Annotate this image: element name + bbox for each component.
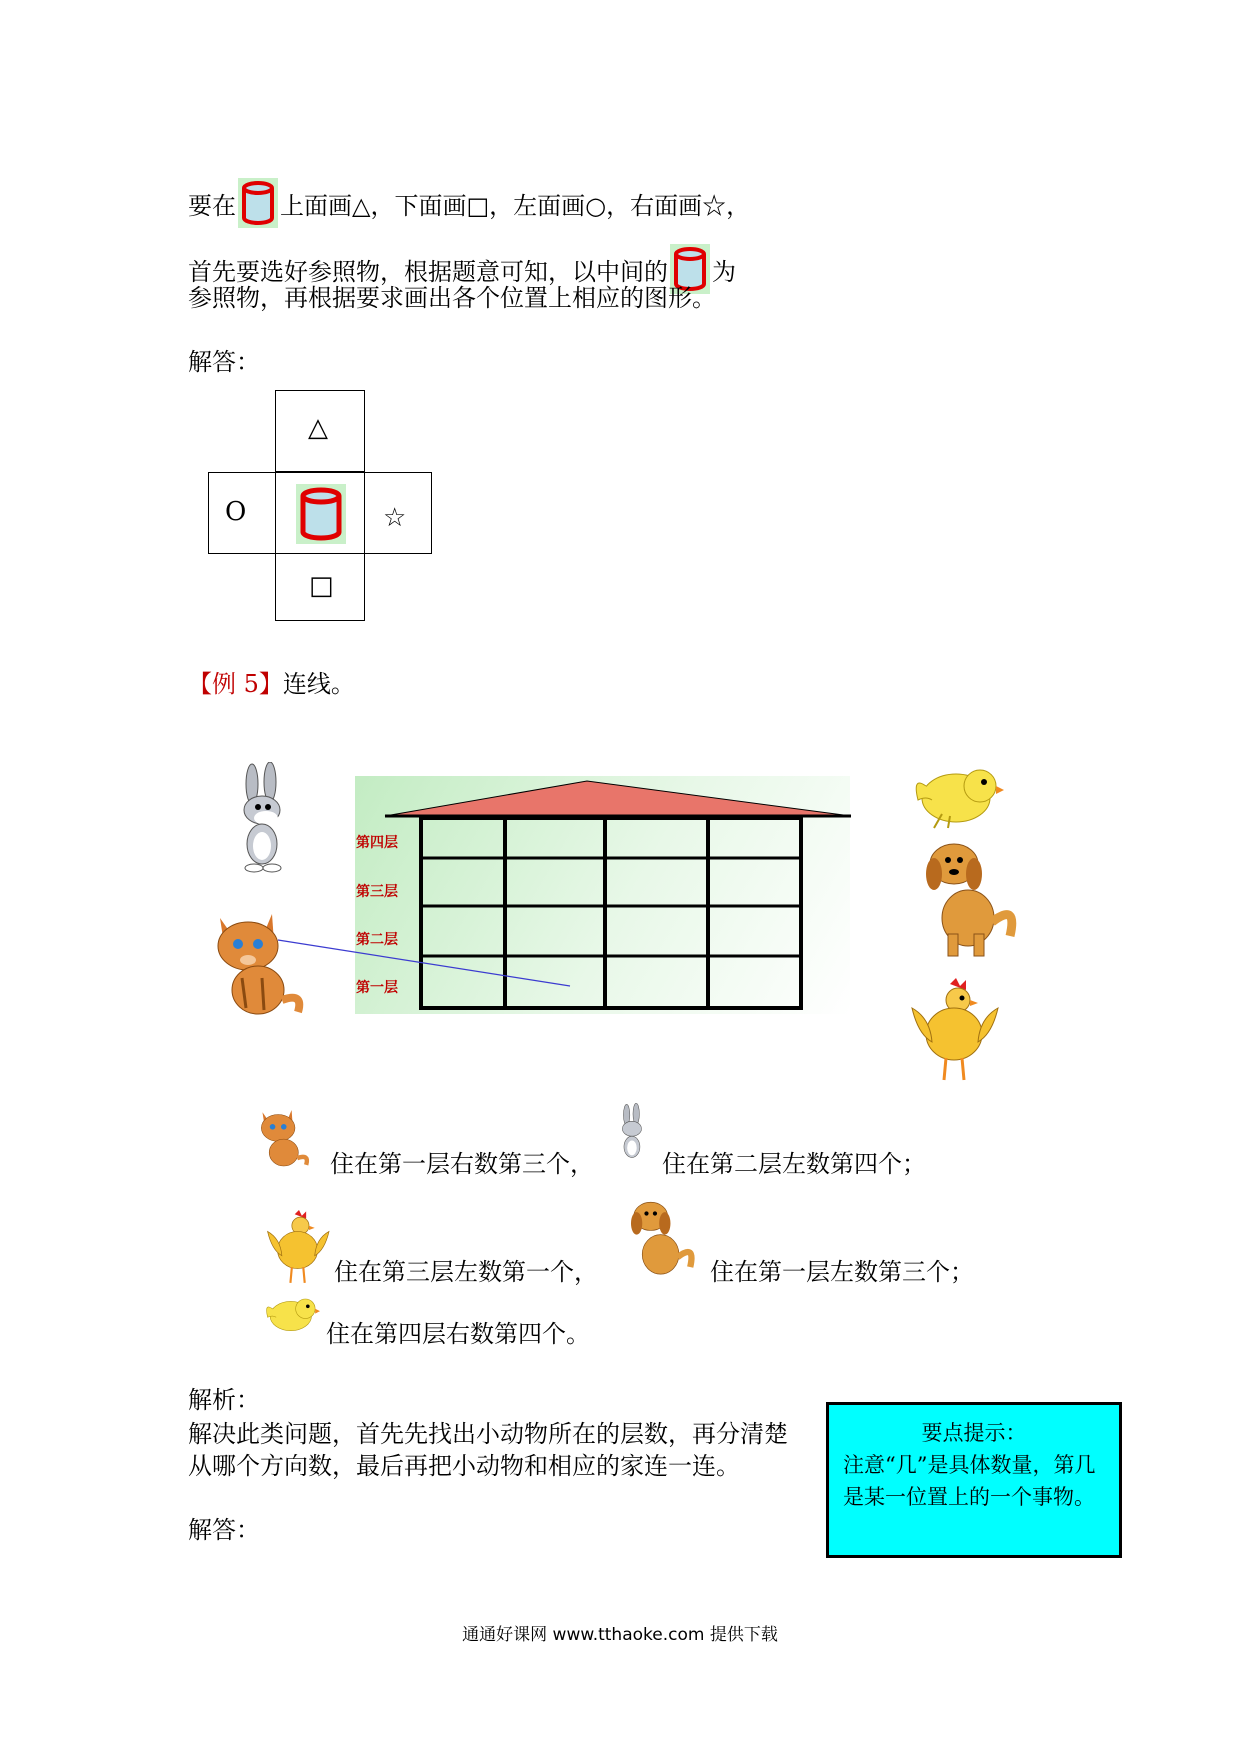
bird-icon [912, 756, 1004, 830]
analysis-line-2: 从哪个方向数，最后再把小动物和相应的家连一连。 [188, 1452, 740, 1480]
answer-label-2: 解答： [188, 1516, 260, 1544]
analysis-line-1: 解决此类问题，首先先找出小动物所在的层数，再分清楚 [188, 1420, 788, 1448]
grid-cell-center [275, 472, 365, 554]
page-footer: 通通好课网 www.tthaoke.com 提供下载 [462, 1625, 778, 1645]
chicken-icon [266, 1210, 332, 1290]
dog-icon [628, 1198, 696, 1284]
clue-bird: 住在第四层右数第四个。 [326, 1320, 590, 1348]
clue-cat: 住在第一层右数第三个， [330, 1150, 594, 1178]
grid-cell-bottom [275, 553, 365, 621]
tip-box [826, 1402, 1122, 1558]
circle-symbol: O [225, 497, 247, 527]
grid-cell-top [275, 390, 365, 472]
cylinder-icon [238, 178, 278, 228]
square-symbol: □ [309, 571, 334, 601]
grid-cell-left [208, 472, 276, 554]
intro-line-1-part-a: 要在 [188, 192, 236, 220]
example-tag: 【例 5】 [188, 670, 283, 698]
cylinder-icon [296, 484, 346, 544]
triangle-symbol: △ [308, 413, 328, 443]
cat-icon [212, 908, 312, 1020]
star-symbol: ☆ [383, 503, 407, 533]
chicken-icon [910, 978, 1002, 1090]
floor-label-4: 第四层 [356, 835, 398, 851]
grid-cell-right [364, 472, 432, 554]
intro-line-1 [188, 178, 750, 228]
floor-label-1: 第一层 [356, 980, 398, 996]
bird-icon [264, 1290, 320, 1336]
analysis-label: 解析： [188, 1386, 260, 1414]
intro-line-2-part-b: 为 [712, 258, 736, 286]
example-heading [188, 668, 355, 700]
intro-line-2-part-a: 首先要选好参照物，根据题意可知，以中间的 [188, 258, 668, 286]
cat-icon [258, 1106, 314, 1170]
answer-label-1: 解答： [188, 348, 260, 376]
example-title: 连线。 [282, 670, 355, 698]
tip-title: 要点提示： [921, 1421, 1027, 1445]
clue-rabbit: 住在第二层左数第四个； [662, 1150, 926, 1178]
floor-label-3: 第三层 [356, 884, 398, 900]
intro-line-1-part-b: 上面画△，下面画□，左面画○，右面画☆， [280, 192, 751, 220]
tip-body: 注意“几”是具体数量，第几是某一位置上的一个事物。 [843, 1453, 1096, 1509]
connecting-line [270, 930, 590, 1000]
floor-label-2: 第二层 [356, 932, 398, 948]
rabbit-icon [232, 762, 296, 874]
rabbit-icon [616, 1102, 650, 1164]
clue-chicken: 住在第三层左数第一个， [334, 1258, 598, 1286]
clue-dog: 住在第一层左数第三个； [710, 1258, 974, 1286]
intro-line-3: 参照物，再根据要求画出各个位置上相应的图形。 [188, 284, 716, 312]
dog-icon [922, 838, 1018, 960]
